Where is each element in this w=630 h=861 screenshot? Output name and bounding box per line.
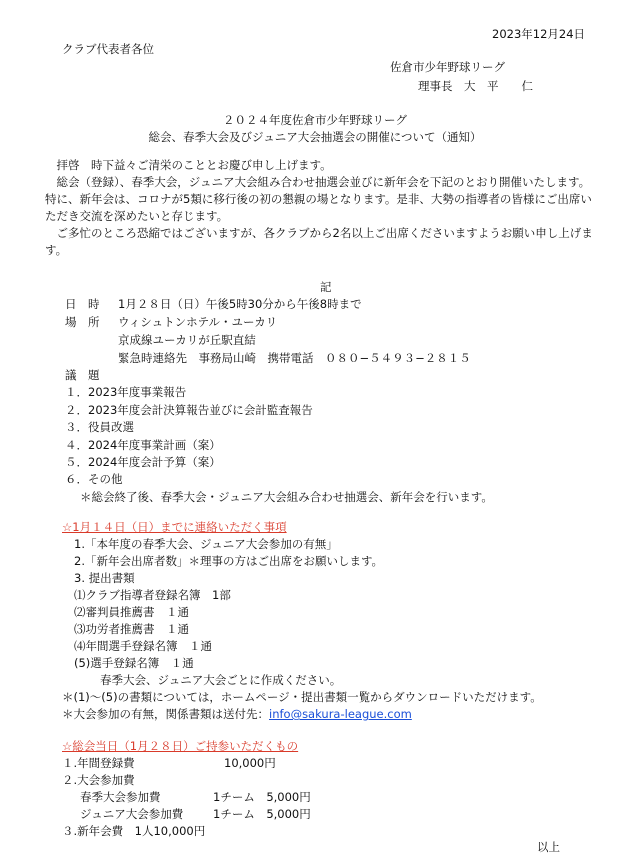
spring-fee-value: 1チーム 5,000円 bbox=[213, 790, 311, 804]
document-item: ⑷年間選手登録名簿 １通 bbox=[74, 639, 212, 653]
email-link[interactable]: info@sakura-league.com bbox=[269, 707, 412, 721]
contact-section-title: ☆1月１４日（日）までに連絡いただく事項 bbox=[62, 520, 287, 534]
document-note: 春季大会、ジュニア大会ごとに作成ください。 bbox=[100, 673, 342, 687]
bring-item-registration-value: 10,000円 bbox=[224, 756, 276, 770]
heading-line2: 総会、春季大会及びジュニア大会抽選会の開催について（通知） bbox=[148, 130, 482, 144]
bring-section-title: ☆総会当日（1月２８日）ご持参いただくもの bbox=[62, 739, 299, 753]
agenda-label: 議 題 bbox=[65, 368, 100, 382]
ki-label: 記 bbox=[320, 280, 332, 294]
place-access: 京成線ユーカリが丘駅直結 bbox=[118, 333, 256, 347]
contact-item: 2.「新年会出席者数」＊理事の方はご出席をお願いします。 bbox=[74, 554, 384, 568]
place-value: ウィシュトンホテル・ユーカリ bbox=[118, 315, 278, 329]
bring-item-registration: １.年間登録費 bbox=[62, 756, 135, 770]
send-note bbox=[62, 707, 412, 721]
agenda-item: ４．2024年度事業計画（案） bbox=[65, 438, 221, 452]
document-item: (5)選手登録名簿 １通 bbox=[74, 656, 194, 670]
bring-item-tournament: ２.大会参加費 bbox=[62, 773, 135, 787]
bring-item-party: ３.新年会費 1人10,000円 bbox=[62, 824, 206, 838]
contact-item: 3. 提出書類 bbox=[74, 571, 135, 585]
document-item: ⑵審判員推薦書 １通 bbox=[74, 605, 189, 619]
heading-line1: ２０２４年度佐倉市少年野球リーグ bbox=[223, 113, 407, 127]
datetime-value: 1月２８日（日）午後5時30分から午後8時まで bbox=[118, 297, 362, 311]
body-paragraph-1: 拝啓 時下益々ご清栄のこととお慶び申し上げます。 bbox=[45, 158, 332, 172]
agenda-item: ５．2024年度会計予算（案） bbox=[65, 455, 221, 469]
sender-title: 理事長 大 平 仁 bbox=[418, 79, 533, 93]
document-item: ⑴クラブ指導者登録名簿 1部 bbox=[74, 588, 231, 602]
closing-text: 以上 bbox=[537, 840, 560, 854]
download-note: ＊(1)〜(5)の書類については，ホームページ・提出書類一覧からダウンロードいただけます。 bbox=[62, 690, 542, 704]
emergency-contact: 緊急時連絡先 事務局山崎 携帯電話 ０８０−５４９３−２８１５ bbox=[118, 351, 471, 365]
sender-org: 佐倉市少年野球リーグ bbox=[390, 60, 505, 74]
contact-item: 1.「本年度の春季大会、ジュニア大会参加の有無」 bbox=[74, 537, 338, 551]
document-item: ⑶功労者推薦書 １通 bbox=[74, 622, 189, 636]
agenda-note: ＊総会終了後、春季大会・ジュニア大会組み合わせ抽選会、新年会を行います。 bbox=[80, 490, 493, 504]
junior-fee-value: 1チーム 5,000円 bbox=[213, 807, 311, 821]
junior-fee-label: ジュニア大会参加費 bbox=[80, 807, 184, 821]
agenda-item: ６．その他 bbox=[65, 472, 123, 486]
body-paragraph-2: 総会（登録）、春季大会，ジュニア大会組み合わせ抽選会並びに新年会を下記のとおり開催いたします。特に、新年会は、コロナが5類に移行後の初の懇親の場となります。是非、大勢の指導者の皆様にご出席いただき交流を深めたいと存じます。 bbox=[45, 175, 592, 223]
addressee: クラブ代表者各位 bbox=[62, 42, 154, 56]
agenda-item: ２．2023年度会計決算報告並びに会計監査報告 bbox=[65, 403, 313, 417]
body-paragraph-3: ご多忙のところ恐縮ではございますが、各クラブから2名以上ご出席くださいますようお願い申し上げます。 bbox=[45, 226, 593, 257]
agenda-item: ３．役員改選 bbox=[65, 420, 134, 434]
spring-fee-label: 春季大会参加費 bbox=[80, 790, 161, 804]
document-date: 2023年12月24日 bbox=[492, 27, 586, 41]
send-note-text: ＊大会参加の有無，関係書類は送付先： bbox=[62, 707, 269, 721]
agenda-item: １．2023年度事業報告 bbox=[65, 385, 187, 399]
place-label: 場 所 bbox=[65, 315, 100, 329]
datetime-label: 日 時 bbox=[65, 297, 100, 311]
